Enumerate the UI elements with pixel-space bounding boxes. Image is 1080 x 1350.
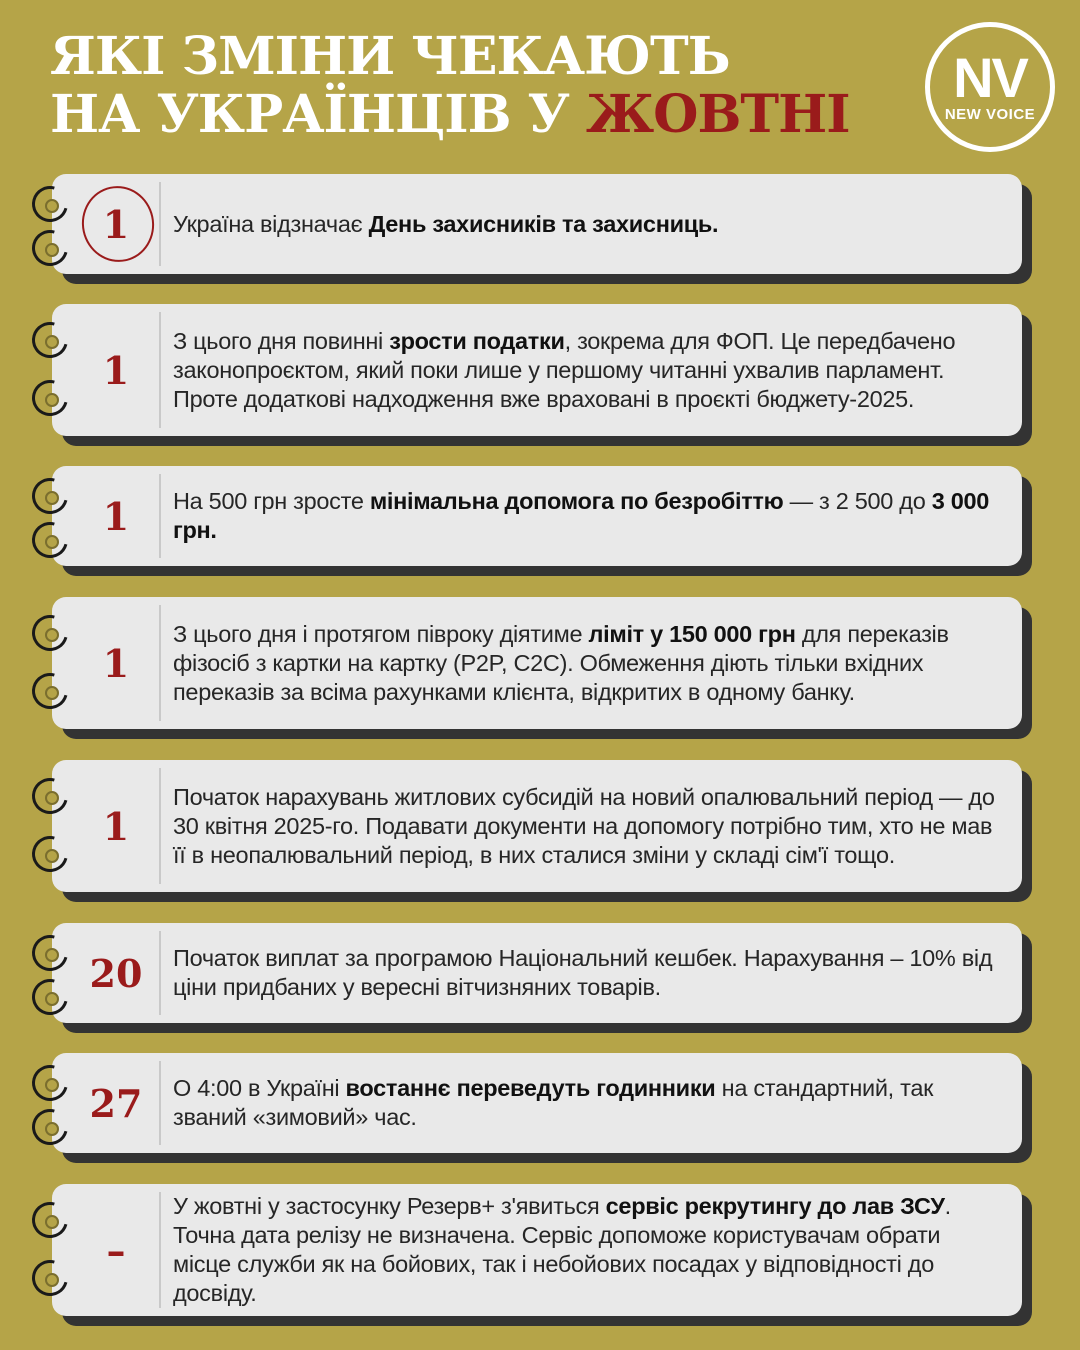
event-description-text — [173, 620, 998, 707]
body-text: О 4:00 в Україні — [173, 1075, 346, 1101]
event-day-number: 1 — [102, 201, 130, 247]
ring-loop — [25, 1102, 74, 1151]
body-text: для переказів фізосіб з картки на картку (P2P, C2C). Обмеження діють тільки вхідних переказів за всіма рахунками клієнта, відкритих в одному банку. — [173, 620, 949, 705]
ring-loop — [25, 608, 74, 657]
card-body — [52, 174, 1022, 274]
event-day-number: – — [106, 1227, 126, 1273]
title-accent: ЖОВТНІ — [585, 84, 850, 145]
card-divider — [159, 182, 161, 266]
card-divider — [159, 1192, 161, 1308]
binder-ring-icon — [32, 322, 72, 362]
card-divider — [159, 768, 161, 884]
event-day-number: 1 — [102, 493, 130, 539]
binder-ring-icon — [32, 522, 72, 562]
event-description-text — [173, 210, 718, 239]
highlight-text: День захисників та захисниць. — [368, 210, 719, 237]
highlight-text: ліміт у 150 000 грн — [588, 620, 796, 647]
highlight-text: востаннє переведуть годинники — [345, 1075, 716, 1101]
ring-loop — [25, 666, 74, 715]
body-text: Початок виплат за програмою Національний кешбек. Нарахування – 10% від ціни придбаних у вересні вітчизняних товарів. — [173, 945, 993, 1000]
logo-mark: NV — [953, 45, 1027, 109]
ring-loop — [25, 1253, 74, 1302]
ring-loop — [25, 771, 74, 820]
title-line-1: ЯКІ ЗМІНИ ЧЕКАЮТЬ — [50, 26, 730, 87]
ring-loop — [25, 315, 74, 364]
body-text: Україна відзначає — [173, 210, 369, 237]
card-divider — [159, 1061, 161, 1145]
binder-ring-icon — [32, 1065, 72, 1105]
title-line-2 — [50, 86, 850, 144]
card-body — [52, 923, 1022, 1023]
ring-loop — [25, 515, 74, 564]
event-card — [52, 174, 1022, 274]
highlight-text: зрости податки — [389, 327, 565, 354]
binder-ring-icon — [32, 979, 72, 1019]
event-day-number: 27 — [89, 1080, 143, 1126]
body-text: — з 2 500 до — [783, 488, 932, 514]
ring-loop — [25, 972, 74, 1021]
binder-ring-icon — [32, 935, 72, 975]
ring-loop — [25, 373, 74, 422]
binder-ring-icon — [32, 778, 72, 818]
binder-ring-icon — [32, 380, 72, 420]
card-divider — [159, 605, 161, 721]
event-card — [52, 466, 1022, 566]
binder-ring-icon — [32, 673, 72, 713]
highlight-text: мінімальна допомога по безробіттю — [369, 488, 784, 514]
event-description — [173, 760, 998, 892]
event-card — [52, 597, 1022, 729]
event-description-text — [173, 783, 998, 870]
event-card — [52, 1053, 1022, 1153]
body-text: З цього дня і протягом півроку діятиме — [173, 620, 589, 647]
event-description-text — [173, 944, 998, 1002]
event-description-text — [173, 1074, 998, 1132]
card-divider — [159, 931, 161, 1015]
body-text: на стандартний, так званий «зимовий» час. — [173, 1075, 934, 1130]
card-body — [52, 1053, 1022, 1153]
ring-loop — [25, 829, 74, 878]
ring-loop — [25, 471, 74, 520]
binder-ring-icon — [32, 1109, 72, 1149]
event-day-number: 1 — [102, 347, 130, 393]
page-title — [50, 28, 850, 144]
card-body — [52, 466, 1022, 566]
nv-logo — [925, 22, 1055, 152]
binder-ring-icon — [32, 1202, 72, 1242]
event-description — [173, 174, 998, 274]
highlight-text: сервіс рекрутингу до лав ЗСУ — [605, 1193, 945, 1219]
ring-loop — [25, 1058, 74, 1107]
card-body — [52, 304, 1022, 436]
body-text: З цього дня повинні — [173, 327, 390, 354]
binder-ring-icon — [32, 615, 72, 655]
event-card — [52, 1184, 1022, 1316]
event-description — [173, 466, 998, 566]
event-description-text — [173, 487, 998, 545]
binder-ring-icon — [32, 1260, 72, 1300]
title-line-2-prefix: НА УКРАЇНЦІВ У — [50, 84, 586, 145]
body-text: Початок нарахувань житлових субсидій на новий опалювальний період — до 30 квітня 2025-го. Подавати документи на допомогу потрібно тим, хто не мав її в неопалювальний період, в них сталися зміни у складі сім'ї тощо. — [173, 783, 995, 868]
body-text: У жовтні у застосунку Резерв+ з'явиться — [173, 1193, 606, 1219]
event-day-number: 20 — [89, 950, 143, 996]
body-text: На 500 грн зросте — [173, 488, 370, 514]
event-description-text — [173, 1192, 998, 1308]
event-card — [52, 923, 1022, 1023]
binder-ring-icon — [32, 836, 72, 876]
body-text: , зокрема для ФОП. Це передбачено законопроєктом, який поки лише у першому читанні ухвалив парламент. Проте додаткові надходження вже враховані в проєкті бюджету-2025. — [173, 327, 956, 412]
ring-loop — [25, 1195, 74, 1244]
event-day-number: 1 — [102, 640, 130, 686]
event-description — [173, 1053, 998, 1153]
event-card — [52, 760, 1022, 892]
logo-subtitle: NEW VOICE — [944, 105, 1036, 123]
event-description — [173, 597, 998, 729]
ring-loop — [25, 928, 74, 977]
body-text: . Точна дата релізу не визначена. Сервіс допоможе користувачам обрати місце служби як на бойових, так і небойових посадах у відповідності до досвіду. — [173, 1193, 951, 1306]
ring-loop — [25, 179, 74, 228]
card-divider — [159, 312, 161, 428]
card-body — [52, 1184, 1022, 1316]
binder-ring-icon — [32, 478, 72, 518]
highlight-text: 3 000 грн. — [173, 488, 990, 543]
event-description — [173, 923, 998, 1023]
binder-ring-icon — [32, 186, 72, 226]
event-description — [173, 1184, 998, 1316]
binder-ring-icon — [32, 230, 72, 270]
event-description — [173, 304, 998, 436]
event-description-text — [173, 327, 998, 414]
card-body — [52, 597, 1022, 729]
card-divider — [159, 474, 161, 558]
event-day-number: 1 — [102, 803, 130, 849]
ring-loop — [25, 223, 74, 272]
event-card — [52, 304, 1022, 436]
card-body — [52, 760, 1022, 892]
